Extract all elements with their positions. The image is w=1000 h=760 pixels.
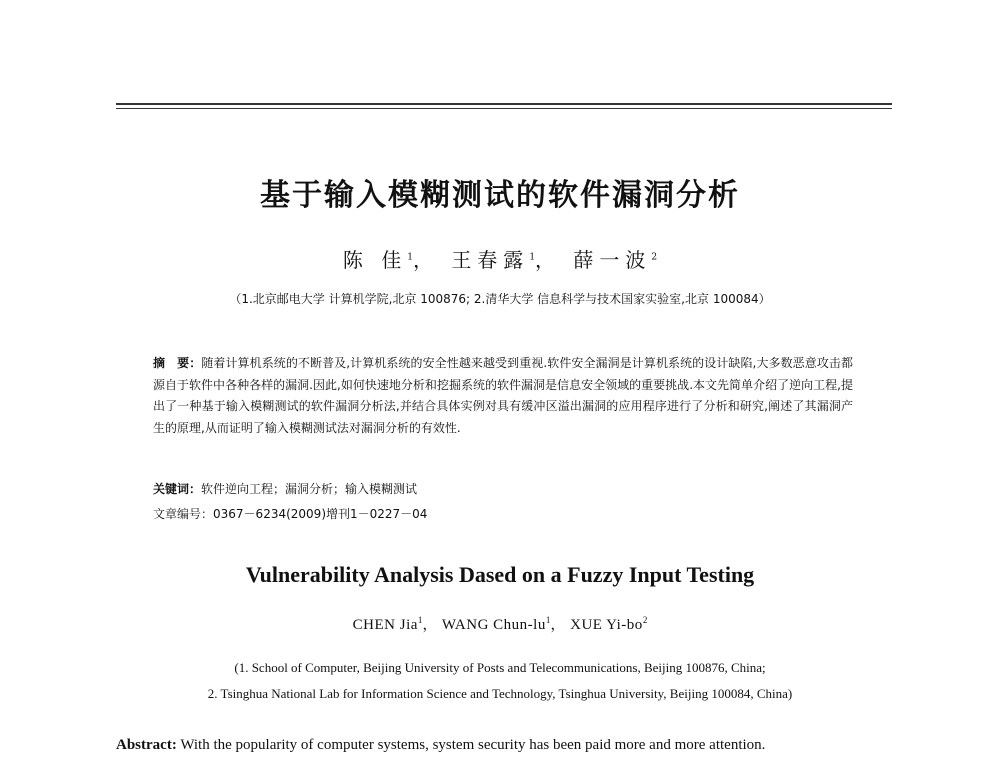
author-name: WANG Chun-lu xyxy=(441,617,546,633)
abstract-text: With the popularity of computer systems, system security has been paid more and more attention. xyxy=(180,737,766,753)
author-affiliation-mark: 1 xyxy=(417,615,423,625)
abstract-text: 随着计算机系统的不断普及,计算机系统的安全性越来越受到重视.软件安全漏洞是计算机系统的设计缺陷,大多数恶意攻击都源自于软件中各种各样的漏洞.因此,如何快速地分析和挖掘系统的软件漏洞是信息安全领域的重要挑战.本文先简单介绍了逆向工程,提出了一种基于输入模糊测试的软件漏洞分析法,并结合具体实例对具有缓冲区溢出漏洞的应用程序进行了分析和研究,阐述了其漏洞产生的原理,从而证明了输入模糊测试法对漏洞分析的有效性. xyxy=(153,356,853,435)
author-affiliation-mark: 1 xyxy=(545,615,551,625)
keywords-line xyxy=(153,480,853,497)
header-rule-bottom xyxy=(116,108,892,109)
chinese-authors xyxy=(0,244,1000,273)
header-rule-top xyxy=(116,103,892,105)
author-name: 王春露 xyxy=(451,248,530,272)
author-affiliation-mark: 2 xyxy=(642,615,648,625)
article-number-line xyxy=(153,505,853,522)
english-affiliation-1: (1. School of Computer, Beijing University of Posts and Telecommunications, Beijing 100876, China; xyxy=(234,660,766,675)
keywords-text: 软件逆向工程；漏洞分析；输入模糊测试 xyxy=(201,482,418,496)
english-authors xyxy=(0,613,1000,634)
author-name: CHEN Jia xyxy=(352,617,418,633)
author-separator: ， xyxy=(535,248,562,272)
author-affiliation-mark: 1 xyxy=(529,252,536,263)
author-affiliation-mark: 1 xyxy=(407,252,413,263)
english-abstract xyxy=(116,737,916,754)
english-affiliation-2: 2. Tsinghua National Lab for Information Science and Technology, Tsinghua University, Beijing 100084, China) xyxy=(207,686,793,701)
chinese-title: 基于输入模糊测试的软件漏洞分析 xyxy=(260,178,740,213)
article-number-label: 文章编号： xyxy=(153,507,214,521)
author-separator: ， xyxy=(422,617,438,633)
author-name: XUE Yi-bo xyxy=(570,617,643,633)
keywords-label: 关键词： xyxy=(153,482,202,496)
author-affiliation-mark: 2 xyxy=(651,252,658,263)
chinese-affiliation: （1.北京邮电大学 计算机学院,北京 100876; 2.清华大学 信息科学与技术国家实验室,北京 100084） xyxy=(229,292,771,306)
abstract-label: 摘 要： xyxy=(153,356,202,370)
chinese-abstract xyxy=(153,353,853,439)
article-number-value: 0367－6234(2009)增刊1－0227－04 xyxy=(213,507,428,521)
abstract-label: Abstract: xyxy=(116,737,177,753)
author-name: 陈 佳 xyxy=(342,248,408,272)
author-name: 薛一波 xyxy=(573,248,652,272)
author-separator: ， xyxy=(550,617,566,633)
author-separator: ， xyxy=(412,248,439,272)
english-title: Vulnerability Analysis Dased on a Fuzzy Input Testing xyxy=(245,562,755,587)
